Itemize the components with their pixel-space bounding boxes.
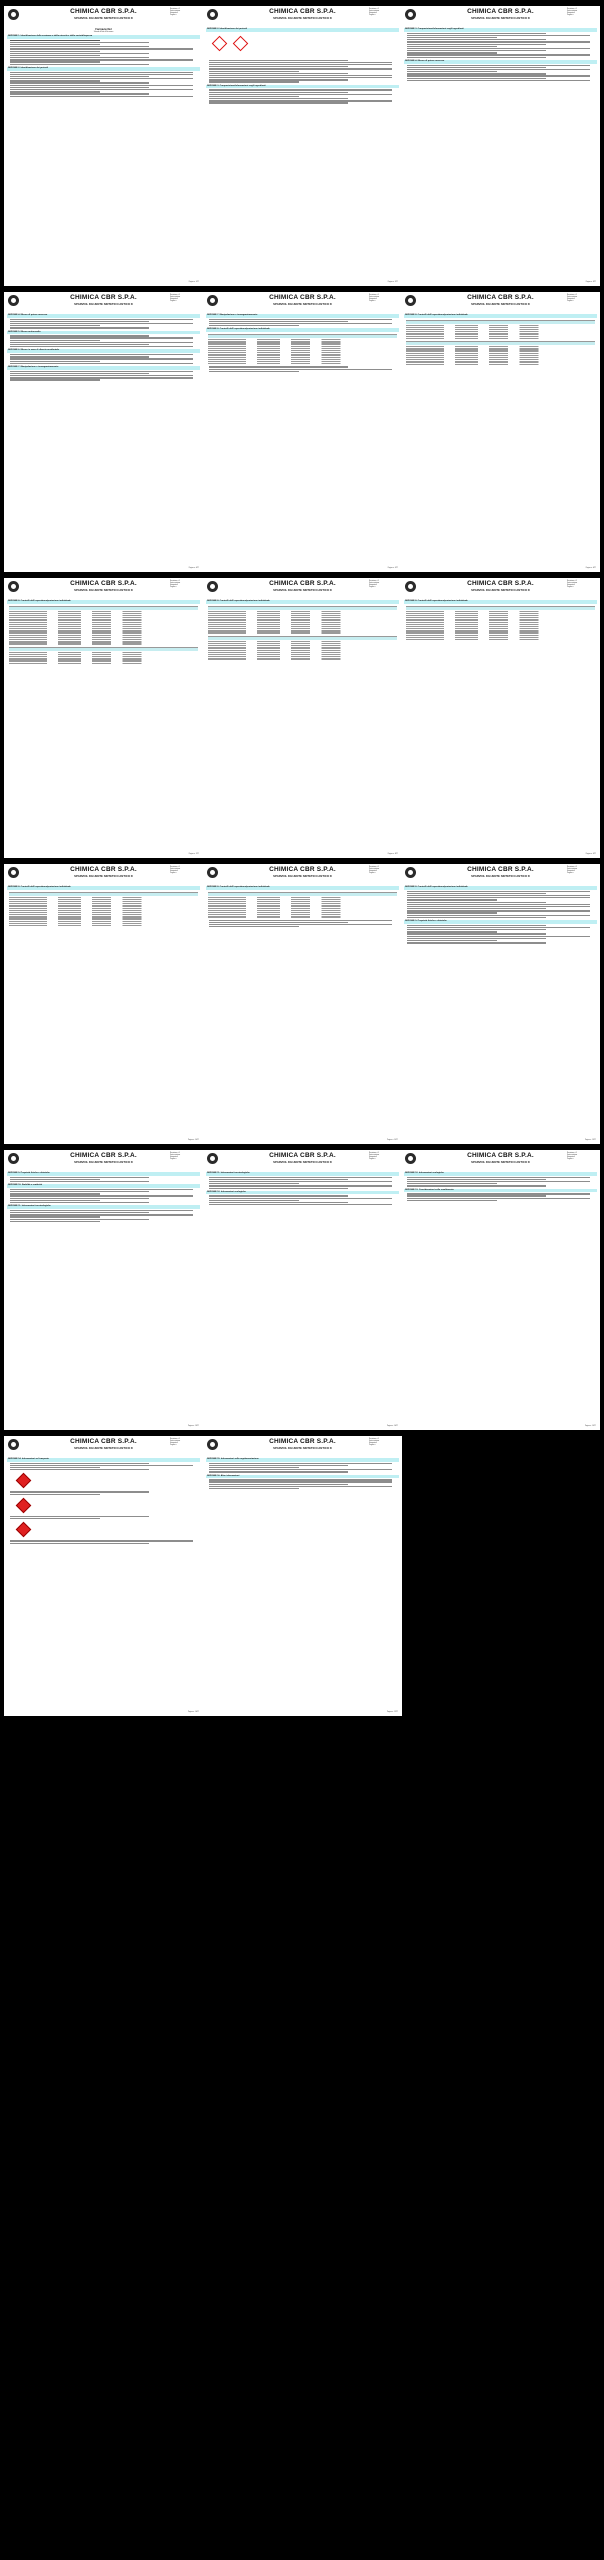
section-heading: SEZIONE 13. Considerazioni sullo smaltimento [404,1189,597,1193]
exposure-table [9,606,198,645]
document-page-8 [203,578,402,858]
header-meta: Revisione n.3 Data revisione Stampata il Pagina n. [369,9,380,16]
section-heading: SEZIONE 8. Controlli dell'esposizione/protezione individuale [404,600,597,604]
page-number: Pagina n. 10/17 [187,1140,199,1141]
document-page-12 [401,864,600,1144]
document-page-2 [203,6,402,286]
header-meta: Revisione n.3 Data revisione Stampata il Pagina n. [369,581,380,588]
section-heading: SEZIONE 2. Identificazione dei pericoli [206,28,399,32]
exposure-table [406,341,595,365]
page-header [4,1150,203,1170]
hazard-pictograms [211,34,394,58]
section-heading: SEZIONE 5. Misure antincendio [7,331,200,335]
page-number: Pagina n. 17/17 [386,1712,398,1713]
section-heading: SEZIONE 7. Manipolazione e immagazzinamento [206,314,399,318]
document-page-3 [401,6,600,286]
page-number: Pagina n. 11/17 [386,1140,398,1141]
company-name: CHIMICA CBR S.P.A. [70,8,137,15]
header-meta: Revisione n.3 Data revisione Stampata il Pagina n. [567,295,578,302]
product-name: SPARVIOL DILUENTE SINTETICO ANTICO D [74,588,133,592]
product-name: SPARVIOL DILUENTE SINTETICO ANTICO D [74,1160,133,1164]
product-name: SPARVIOL DILUENTE SINTETICO ANTICO D [471,1160,530,1164]
document-subtitle: Scheda di Dati di Sicurezza [93,32,114,33]
exposure-table [208,334,397,364]
page-number: Pagina n. 8/17 [387,854,398,855]
company-name: CHIMICA CBR S.P.A. [467,1152,534,1159]
page-header [401,292,600,312]
header-meta: Revisione n.3 Data revisione Stampata il Pagina n. [170,867,181,874]
product-name: SPARVIOL DILUENTE SINTETICO ANTICO D [471,588,530,592]
document-page-1 [4,6,203,286]
page-number: Pagina n. 5/17 [387,568,398,569]
section-heading: SEZIONE 8. Controlli dell'esposizione/protezione individuale [206,600,399,604]
document-page-10 [4,864,203,1144]
page-header [4,864,203,884]
document-title: Farmacie Nel [95,28,112,31]
page-header [401,1150,600,1170]
section-heading: SEZIONE 8. Controlli dell'esposizione/protezione individuale [7,600,200,604]
company-name: CHIMICA CBR S.P.A. [467,580,534,587]
adr-flammable-label-icon [16,1473,32,1489]
product-name: SPARVIOL DILUENTE SINTETICO ANTICO D [74,1446,133,1450]
product-name: SPARVIOL DILUENTE SINTETICO ANTICO D [471,302,530,306]
header-meta: Revisione n.3 Data revisione Stampata il Pagina n. [567,867,578,874]
product-name: SPARVIOL DILUENTE SINTETICO ANTICO D [74,16,133,20]
section-heading: SEZIONE 3. Composizione/informazioni sugli ingredienti [206,85,399,89]
header-meta: Revisione n.3 Data revisione Stampata il Pagina n. [369,1439,380,1446]
header-meta: Revisione n.3 Data revisione Stampata il Pagina n. [369,1153,380,1160]
product-name: SPARVIOL DILUENTE SINTETICO ANTICO D [273,1160,332,1164]
page-number: Pagina n. 16/17 [187,1712,199,1713]
page-header [401,864,600,884]
company-name: CHIMICA CBR S.P.A. [467,294,534,301]
section-heading: SEZIONE 4. Misure di primo soccorso [404,60,597,64]
header-meta: Revisione n.3 Data revisione Stampata il Pagina n. [567,9,578,16]
header-meta: Revisione n.3 Data revisione Stampata il Pagina n. [170,9,181,16]
section-heading: SEZIONE 8. Controlli dell'esposizione/protezione individuale [404,886,597,890]
page-number: Pagina n. 9/17 [585,854,596,855]
section-heading: SEZIONE 14. Informazioni sul trasporto [7,1458,200,1462]
page-header [401,6,600,26]
section-heading: SEZIONE 8. Controlli dell'esposizione/protezione individuale [7,886,200,890]
company-name: CHIMICA CBR S.P.A. [269,1152,336,1159]
company-name: CHIMICA CBR S.P.A. [70,1438,137,1445]
section-heading: SEZIONE 12. Informazioni ecologiche [206,1191,399,1195]
exposure-table [208,606,397,634]
product-name: SPARVIOL DILUENTE SINTETICO ANTICO D [273,1446,332,1450]
company-name: CHIMICA CBR S.P.A. [269,580,336,587]
section-heading: SEZIONE 8. Controlli dell'esposizione/protezione individuale [404,314,597,318]
section-heading: SEZIONE 6. Misure in caso di rilascio accidentale [7,349,200,353]
ghs-flame-pictogram-icon [212,35,228,51]
section-heading: SEZIONE 2. Identificazione dei pericoli [7,67,200,71]
product-name: SPARVIOL DILUENTE SINTETICO ANTICO D [273,16,332,20]
adr-flammable-label-icon [16,1522,32,1538]
company-name: CHIMICA CBR S.P.A. [269,294,336,301]
exposure-table [9,892,198,927]
section-heading: SEZIONE 10. Stabilità e reattività [7,1184,200,1188]
section-heading: SEZIONE 7. Manipolazione e immagazzinamento [7,366,200,370]
ghs-exclamation-pictogram-icon [233,35,249,51]
product-name: SPARVIOL DILUENTE SINTETICO ANTICO D [273,874,332,878]
document-page-13 [4,1150,203,1430]
section-heading: SEZIONE 9. Proprietà fisiche e chimiche [404,920,597,924]
page-header [203,292,402,312]
page-number: Pagina n. 1/17 [188,282,199,283]
section-heading: SEZIONE 11. Informazioni tossicologiche [7,1205,200,1209]
document-page-14 [203,1150,402,1430]
company-name: CHIMICA CBR S.P.A. [467,8,534,15]
product-name: SPARVIOL DILUENTE SINTETICO ANTICO D [273,588,332,592]
adr-flammable-label-icon [16,1498,32,1514]
product-name: SPARVIOL DILUENTE SINTETICO ANTICO D [74,302,133,306]
page-header [203,578,402,598]
page-number: Pagina n. 15/17 [584,1426,596,1427]
page-number: Pagina n. 13/17 [187,1426,199,1427]
exposure-table [406,320,595,339]
section-heading: SEZIONE 12. Informazioni ecologiche [404,1172,597,1176]
document-page-9 [401,578,600,858]
header-meta: Revisione n.3 Data revisione Stampata il Pagina n. [170,295,181,302]
product-name: SPARVIOL DILUENTE SINTETICO ANTICO D [471,874,530,878]
page-header [4,578,203,598]
company-name: CHIMICA CBR S.P.A. [269,8,336,15]
company-name: CHIMICA CBR S.P.A. [467,866,534,873]
product-name: SPARVIOL DILUENTE SINTETICO ANTICO D [471,16,530,20]
page-number: Pagina n. 2/17 [387,282,398,283]
document-page-4 [4,292,203,572]
document-page-7 [4,578,203,858]
header-meta: Revisione n.3 Data revisione Stampata il Pagina n. [369,867,380,874]
section-heading: SEZIONE 11. Informazioni tossicologiche [206,1172,399,1176]
section-heading: SEZIONE 1. Identificazione della sostanza o della miscela e della società/impresa [7,35,200,39]
company-name: CHIMICA CBR S.P.A. [269,866,336,873]
product-name: SPARVIOL DILUENTE SINTETICO ANTICO D [74,874,133,878]
page-header [203,864,402,884]
section-heading: SEZIONE 8. Controlli dell'esposizione/protezione individuale [206,886,399,890]
header-meta: Revisione n.3 Data revisione Stampata il Pagina n. [567,1153,578,1160]
document-page-16 [4,1436,203,1716]
section-heading: SEZIONE 8. Controlli dell'esposizione/protezione individuale [206,328,399,332]
page-header [203,1436,402,1456]
document-page-11 [203,864,402,1144]
page-number: Pagina n. 12/17 [584,1140,596,1141]
exposure-table [208,892,397,918]
header-meta: Revisione n.3 Data revisione Stampata il Pagina n. [369,295,380,302]
section-heading: SEZIONE 15. Informazioni sulla regolamentazione [206,1458,399,1462]
header-meta: Revisione n.3 Data revisione Stampata il Pagina n. [567,581,578,588]
section-heading: SEZIONE 9. Proprietà fisiche e chimiche [7,1172,200,1176]
document-page-15 [401,1150,600,1430]
section-heading: SEZIONE 4. Misure di primo soccorso [7,314,200,318]
page-number: Pagina n. 3/17 [585,282,596,283]
company-name: CHIMICA CBR S.P.A. [70,1152,137,1159]
document-page-5 [203,292,402,572]
company-name: CHIMICA CBR S.P.A. [269,1438,336,1445]
page-header [203,6,402,26]
section-heading: SEZIONE 16. Altre informazioni [206,1475,399,1479]
document-page-6 [401,292,600,572]
page-number: Pagina n. 7/17 [188,854,199,855]
company-name: CHIMICA CBR S.P.A. [70,580,137,587]
page-number: Pagina n. 6/17 [585,568,596,569]
page-header [203,1150,402,1170]
exposure-table [9,647,198,664]
page-header [401,578,600,598]
exposure-table [208,636,397,660]
product-name: SPARVIOL DILUENTE SINTETICO ANTICO D [273,302,332,306]
section-heading: SEZIONE 3. Composizione/informazioni sugli ingredienti [404,28,597,32]
company-name: CHIMICA CBR S.P.A. [70,294,137,301]
header-meta: Revisione n.3 Data revisione Stampata il Pagina n. [170,1153,181,1160]
company-name: CHIMICA CBR S.P.A. [70,866,137,873]
page-header [4,292,203,312]
page-number: Pagina n. 14/17 [386,1426,398,1427]
page-header [4,1436,203,1456]
page-header [4,6,203,26]
document-page-17 [203,1436,402,1716]
exposure-table [406,606,595,641]
header-meta: Revisione n.3 Data revisione Stampata il Pagina n. [170,1439,181,1446]
page-number: Pagina n. 4/17 [188,568,199,569]
header-meta: Revisione n.3 Data revisione Stampata il Pagina n. [170,581,181,588]
